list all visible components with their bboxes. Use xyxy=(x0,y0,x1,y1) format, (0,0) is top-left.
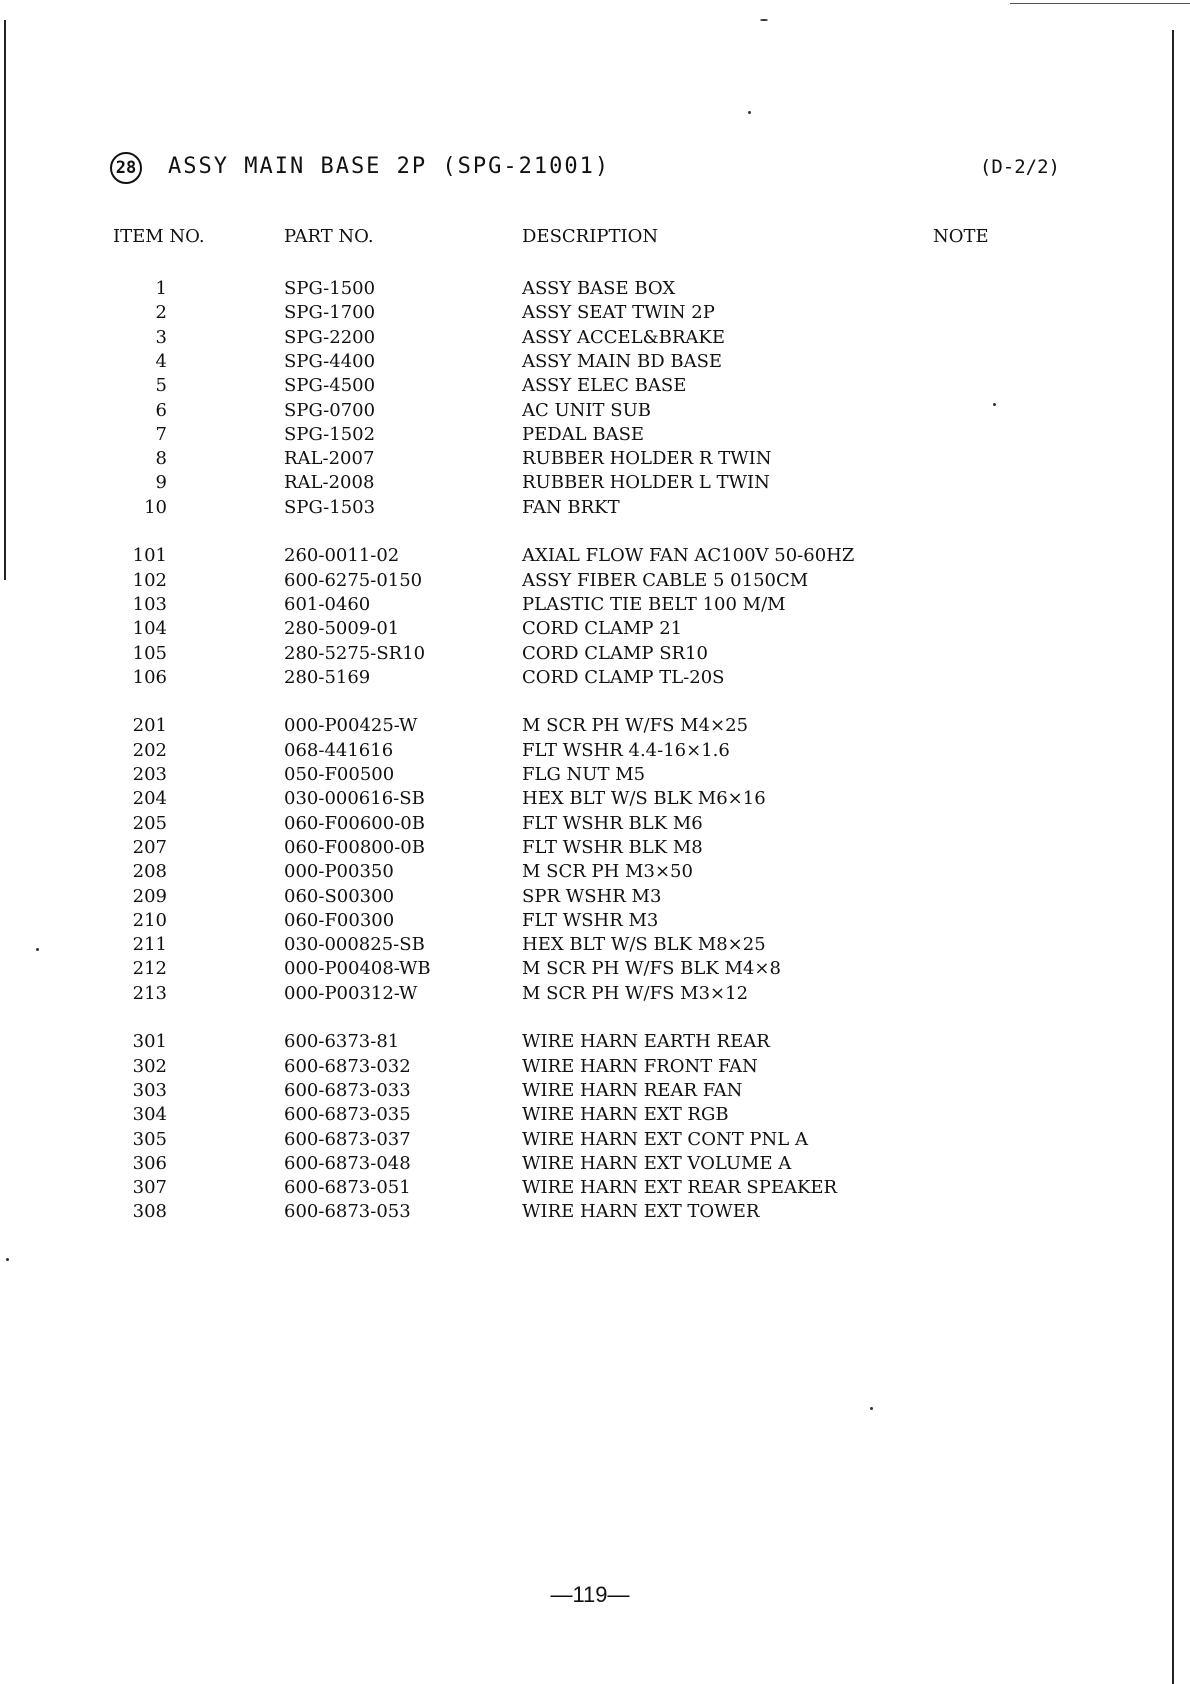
table-row xyxy=(0,302,1100,326)
table-row xyxy=(0,594,1100,618)
item-no-cell: 202 xyxy=(132,739,167,761)
table-row xyxy=(0,400,1100,424)
table-row xyxy=(0,1201,1100,1225)
part-no-cell: 600-6275-0150 xyxy=(284,569,423,591)
description-cell: RUBBER HOLDER L TWIN xyxy=(522,472,770,494)
table-row xyxy=(0,545,1100,569)
description-cell: M SCR PH W/FS M3×12 xyxy=(522,982,749,1004)
part-no-cell: 060-S00300 xyxy=(284,885,395,907)
scan-edge-top xyxy=(1010,3,1190,4)
item-no-cell: 4 xyxy=(155,350,167,372)
description-cell: FAN BRKT xyxy=(522,496,620,518)
item-no-cell: 301 xyxy=(132,1031,167,1053)
table-row xyxy=(0,886,1100,910)
part-no-cell: 060-F00800-0B xyxy=(284,836,425,858)
item-no-cell: 209 xyxy=(132,885,167,907)
table-row xyxy=(0,764,1100,788)
part-no-cell: 030-000616-SB xyxy=(284,788,425,810)
description-cell: ASSY FIBER CABLE 5 0150CM xyxy=(522,569,809,591)
description-cell: ASSY MAIN BD BASE xyxy=(522,350,723,372)
item-no-cell: 101 xyxy=(132,545,167,567)
description-cell: FLT WSHR BLK M6 xyxy=(522,812,703,834)
table-row xyxy=(0,861,1100,885)
table-row xyxy=(0,424,1100,448)
part-no-cell: RAL-2008 xyxy=(284,472,375,494)
description-cell: FLT WSHR BLK M8 xyxy=(522,836,703,858)
table-row xyxy=(0,740,1100,764)
description-cell: PLASTIC TIE BELT 100 M/M xyxy=(522,593,786,615)
item-no-cell: 205 xyxy=(132,812,167,834)
description-cell: RUBBER HOLDER R TWIN xyxy=(522,448,772,470)
description-cell: WIRE HARN EXT VOLUME A xyxy=(522,1152,792,1174)
item-no-cell: 303 xyxy=(132,1079,167,1101)
part-no-cell: 600-6873-032 xyxy=(284,1055,411,1077)
scan-speck xyxy=(760,19,768,21)
description-cell: M SCR PH W/FS M4×25 xyxy=(522,715,749,737)
item-no-cell: 207 xyxy=(132,836,167,858)
circled-number: 28 xyxy=(110,152,142,184)
sheet-reference: (D-2/2) xyxy=(979,156,1060,178)
description-cell: CORD CLAMP 21 xyxy=(522,618,683,640)
table-row xyxy=(0,375,1100,399)
description-cell: WIRE HARN EXT CONT PNL A xyxy=(522,1128,808,1150)
item-no-cell: 208 xyxy=(132,861,167,883)
part-no-cell: 601-0460 xyxy=(284,593,371,615)
scan-speck xyxy=(870,1407,873,1410)
column-header-item-no: ITEM NO. xyxy=(113,226,205,247)
item-no-cell: 9 xyxy=(155,472,167,494)
description-cell: WIRE HARN EXT REAR SPEAKER xyxy=(522,1177,838,1199)
part-no-cell: 600-6373-81 xyxy=(284,1031,400,1053)
description-cell: WIRE HARN REAR FAN xyxy=(522,1079,743,1101)
table-row xyxy=(0,351,1100,375)
table-row xyxy=(0,1153,1100,1177)
description-cell: WIRE HARN FRONT FAN xyxy=(522,1055,758,1077)
part-no-cell: 600-6873-033 xyxy=(284,1079,411,1101)
part-no-cell: SPG-2200 xyxy=(284,326,376,348)
description-cell: FLT WSHR M3 xyxy=(522,909,659,931)
item-no-cell: 10 xyxy=(144,496,167,518)
table-row xyxy=(0,1177,1100,1201)
table-row xyxy=(0,837,1100,861)
column-header-description: DESCRIPTION xyxy=(522,226,659,247)
description-cell: CORD CLAMP TL-20S xyxy=(522,666,725,688)
part-no-cell: 600-6873-053 xyxy=(284,1201,411,1223)
part-no-cell: 068-441616 xyxy=(284,739,394,761)
description-cell: AXIAL FLOW FAN AC100V 50-60HZ xyxy=(522,545,855,567)
table-row xyxy=(0,278,1100,302)
part-no-cell: 030-000825-SB xyxy=(284,934,425,956)
description-cell: AC UNIT SUB xyxy=(522,399,651,421)
item-no-cell: 1 xyxy=(155,278,167,299)
table-row xyxy=(0,1056,1100,1080)
table-row xyxy=(0,1129,1100,1153)
table-row xyxy=(0,570,1100,594)
table-row xyxy=(0,472,1100,496)
table-row xyxy=(0,813,1100,837)
item-no-cell: 204 xyxy=(132,788,167,810)
table-row xyxy=(0,715,1100,739)
description-cell: HEX BLT W/S BLK M6×16 xyxy=(522,788,766,810)
part-no-cell: 000-P00350 xyxy=(284,861,394,883)
table-row xyxy=(0,910,1100,934)
description-cell: ASSY ELEC BASE xyxy=(522,375,687,397)
part-no-cell: 280-5275-SR10 xyxy=(284,642,426,664)
item-no-cell: 104 xyxy=(132,618,167,640)
item-no-cell: 201 xyxy=(132,715,167,737)
item-no-cell: 102 xyxy=(132,569,167,591)
description-cell: ASSY ACCEL&BRAKE xyxy=(522,326,725,348)
column-header-note: NOTE xyxy=(933,226,989,247)
item-no-cell: 306 xyxy=(132,1152,167,1174)
table-row xyxy=(0,667,1100,691)
column-header-part-no: PART NO. xyxy=(284,226,374,247)
part-no-cell: SPG-1502 xyxy=(284,423,376,445)
item-no-cell: 5 xyxy=(155,375,167,397)
description-cell: WIRE HARN EXT RGB xyxy=(522,1104,729,1126)
part-no-cell: 000-P00312-W xyxy=(284,982,418,1004)
part-no-cell: SPG-1503 xyxy=(284,496,376,518)
description-cell: WIRE HARN EARTH REAR xyxy=(522,1031,770,1053)
part-no-cell: SPG-1500 xyxy=(284,278,376,299)
item-no-cell: 211 xyxy=(132,934,167,956)
scan-speck xyxy=(6,1258,9,1261)
description-cell: PEDAL BASE xyxy=(522,423,645,445)
part-no-cell: 000-P00408-WB xyxy=(284,958,431,980)
item-no-cell: 106 xyxy=(132,666,167,688)
item-no-cell: 305 xyxy=(132,1128,167,1150)
item-no-cell: 3 xyxy=(155,326,167,348)
item-no-cell: 8 xyxy=(155,448,167,470)
description-cell: SPR WSHR M3 xyxy=(522,885,662,907)
table-row xyxy=(0,643,1100,667)
table-row xyxy=(0,618,1100,642)
description-cell: ASSY SEAT TWIN 2P xyxy=(522,302,715,324)
table-row xyxy=(0,497,1100,521)
item-no-cell: 103 xyxy=(132,593,167,615)
scan-speck xyxy=(748,111,751,114)
part-no-cell: 600-6873-048 xyxy=(284,1152,411,1174)
part-no-cell: 060-F00300 xyxy=(284,909,395,931)
part-no-cell: 600-6873-051 xyxy=(284,1177,411,1199)
part-no-cell: 260-0011-02 xyxy=(284,545,400,567)
part-no-cell: SPG-4400 xyxy=(284,350,376,372)
section-title xyxy=(110,150,1060,186)
item-no-cell: 210 xyxy=(132,909,167,931)
part-no-cell: 280-5009-01 xyxy=(284,618,400,640)
table-row xyxy=(0,327,1100,351)
part-no-cell: RAL-2007 xyxy=(284,448,375,470)
description-cell: FLG NUT M5 xyxy=(522,764,646,785)
description-cell: M SCR PH M3×50 xyxy=(522,861,693,883)
table-row xyxy=(0,983,1100,1007)
description-cell: HEX BLT W/S BLK M8×25 xyxy=(522,934,766,956)
part-no-cell: 060-F00600-0B xyxy=(284,812,425,834)
item-no-cell: 307 xyxy=(132,1177,167,1199)
table-row xyxy=(0,1080,1100,1104)
table-row xyxy=(0,934,1100,958)
item-no-cell: 304 xyxy=(132,1104,167,1126)
part-no-cell: 000-P00425-W xyxy=(284,715,418,737)
table-row xyxy=(0,958,1100,982)
item-no-cell: 6 xyxy=(155,399,167,421)
item-no-cell: 212 xyxy=(132,958,167,980)
part-no-cell: 050-F00500 xyxy=(284,764,395,785)
part-no-cell: 600-6873-035 xyxy=(284,1104,411,1126)
item-no-cell: 2 xyxy=(155,302,167,324)
part-no-cell: 280-5169 xyxy=(284,666,371,688)
page-number: —119— xyxy=(550,1582,630,1607)
item-no-cell: 302 xyxy=(132,1055,167,1077)
description-cell: WIRE HARN EXT TOWER xyxy=(522,1201,760,1223)
description-cell: FLT WSHR 4.4-16×1.6 xyxy=(522,739,730,761)
table-row xyxy=(0,788,1100,812)
part-no-cell: SPG-1700 xyxy=(284,302,376,324)
item-no-cell: 7 xyxy=(155,423,167,445)
description-cell: ASSY BASE BOX xyxy=(522,278,676,299)
table-row xyxy=(0,448,1100,472)
part-no-cell: SPG-4500 xyxy=(284,375,376,397)
description-cell: CORD CLAMP SR10 xyxy=(522,642,709,664)
description-cell: M SCR PH W/FS BLK M4×8 xyxy=(522,958,781,980)
part-no-cell: 600-6873-037 xyxy=(284,1128,411,1150)
item-no-cell: 203 xyxy=(132,764,167,785)
item-no-cell: 213 xyxy=(132,982,167,1004)
item-no-cell: 105 xyxy=(132,642,167,664)
table-row xyxy=(0,1104,1100,1128)
table-row xyxy=(0,1031,1100,1055)
assembly-title: ASSY MAIN BASE 2P (SPG-21001) xyxy=(168,154,611,179)
scan-edge-right xyxy=(1172,30,1174,1684)
item-no-cell: 308 xyxy=(132,1201,167,1223)
part-no-cell: SPG-0700 xyxy=(284,399,376,421)
